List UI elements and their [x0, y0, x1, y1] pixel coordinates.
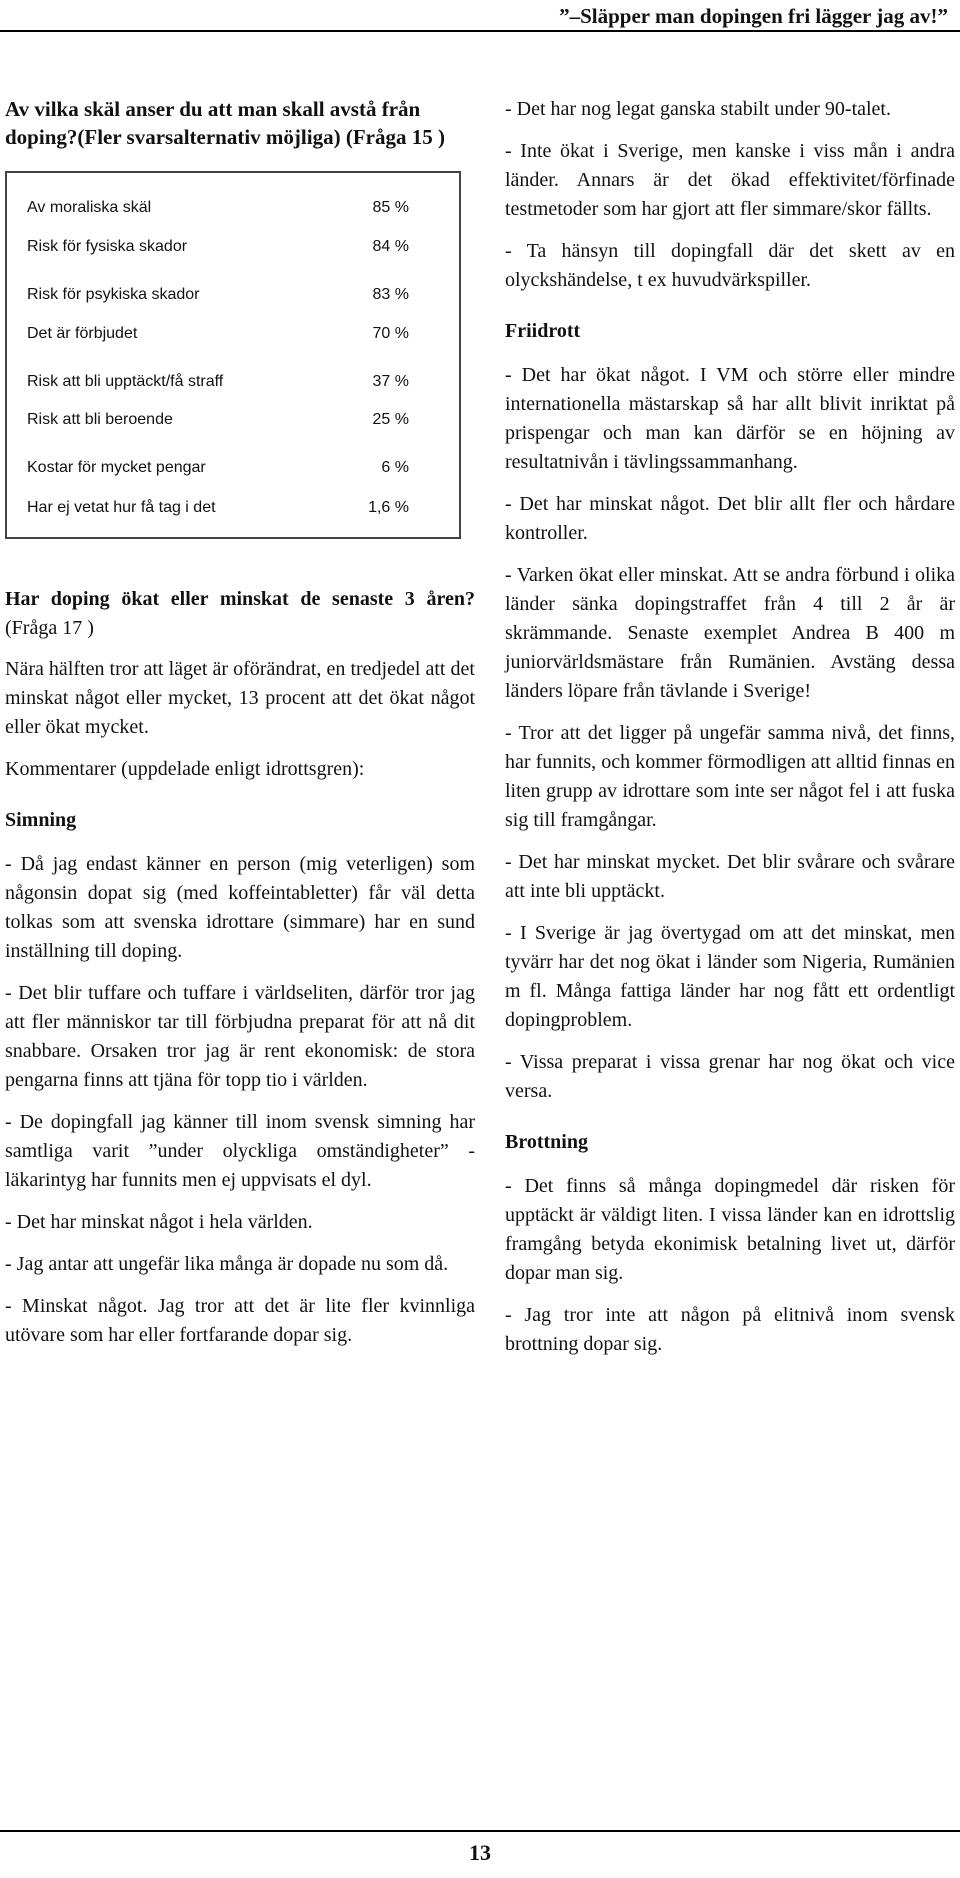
row-label: Risk att bli beroende — [27, 411, 173, 428]
row-value: 6 % — [381, 459, 409, 476]
comment: - Jag antar att ungefär lika många är dopade nu som då. — [5, 1253, 449, 1275]
comment: - Tror att det ligger på ungefär samma nivå, det finns, har funnits, och kommer förmodligen att alltid finnas en liten grupp av idrottare som inte ser något fel i att fuska sig till framgångar. — [505, 722, 955, 831]
q17-answer: Nära hälften tror att läget är oförändrat, en tredjedel att det minskat något eller mycket, 13 procent att det ökat något eller ökat mycket. — [5, 658, 475, 738]
table-row — [7, 457, 459, 479]
row-value: 1,6 % — [368, 499, 409, 516]
row-label: Har ej vetat hur få tag i det — [27, 499, 216, 516]
comment: - Inte ökat i Sverige, men kanske i viss mån i andra länder. Annars är det ökad effektivitet/förfinade testmetoder som har gjort att fler simmare/skor fällts. — [505, 140, 955, 220]
comment: - Det har minskat något. Det blir allt fler och hårdare kontroller. — [505, 493, 955, 544]
section-heading-brottning: Brottning — [505, 1131, 588, 1153]
comment: - Jag tror inte att någon på elitnivå inom svensk brottning dopar sig. — [505, 1304, 955, 1355]
comment: - Minskat något. Jag tror att det är lite fler kvinnliga utövare som har eller fortfarande dopar sig. — [5, 1295, 475, 1346]
q17-heading — [5, 585, 475, 643]
page-number: 13 — [469, 1840, 491, 1865]
table-row — [7, 409, 459, 431]
q15-results-table — [5, 171, 461, 539]
comment: - Då jag endast känner en person (mig veterligen) som någonsin dopat sig (med koffeintabletter) får väl detta tolkas som att svenska idrottare (simmare) har en sund inställning till doping. — [5, 853, 475, 962]
table-row — [7, 197, 459, 219]
row-label: Risk för psykiska skador — [27, 286, 200, 303]
section-heading-simning: Simning — [5, 809, 77, 831]
running-title: ”–Släpper man dopingen fri lägger jag av!” — [559, 4, 948, 28]
row-label: Det är förbjudet — [27, 325, 138, 342]
row-label: Kostar för mycket pengar — [27, 459, 206, 476]
row-value: 70 % — [372, 325, 409, 342]
comment: - Ta hänsyn till dopingfall där det skett av en olyckshändelse, t ex huvudvärkspiller. — [505, 240, 955, 291]
page-header — [0, 0, 960, 32]
row-value: 84 % — [372, 238, 409, 255]
q17-reference: (Fråga 17 ) — [5, 617, 94, 639]
q15-heading: Av vilka skäl anser du att man skall avstå från doping?(Fler svarsalternativ möjliga) (Fråga 15 ) — [5, 97, 445, 149]
comments-intro: Kommentarer (uppdelade enligt idrottsgren): — [5, 758, 365, 780]
row-label: Risk för fysiska skador — [27, 238, 188, 255]
comment: - Vissa preparat i vissa grenar har nog ökat och vice versa. — [505, 1051, 955, 1102]
table-row — [7, 323, 459, 345]
comment: - Det har nog legat ganska stabilt under 90-talet. — [505, 98, 891, 120]
row-value: 83 % — [372, 286, 409, 303]
table-row — [7, 371, 459, 393]
row-value: 37 % — [372, 373, 409, 390]
comment: - I Sverige är jag övertygad om att det minskat, men tyvärr har det nog ökat i länder som Nigeria, Rumänien m fl. Många fattiga länder har nog fått ett ordentligt dopingproblem. — [505, 922, 955, 1031]
table-row — [7, 236, 459, 258]
table-row — [7, 497, 459, 519]
comment: - Det har minskat mycket. Det blir svårare och svårare att inte bli upptäckt. — [505, 851, 955, 902]
comment: - Varken ökat eller minskat. Att se andra förbund i olika länder sänka dopingstraffet från 4 till 2 år är skrämmande. Senaste exemplet Andrea B 400 m juniorvärldsmästare från Rumänien. Avstäng dessa länders löpare från tävlande i Sverige! — [505, 564, 955, 702]
row-label: Risk att bli upptäckt/få straff — [27, 373, 224, 390]
comment: - Det finns så många dopingmedel där risken för upptäckt är väldigt liten. I vissa länder kan en idrottslig framgång betyda ekonimisk betalning livet ut, därför dopar man sig. — [505, 1175, 955, 1284]
comment: - De dopingfall jag känner till inom svensk simning har samtliga varit ”under olyckliga omständigheter” - läkarintyg har funnits men ej uppvisats el dyl. — [5, 1111, 475, 1191]
left-column — [5, 95, 475, 1363]
comment: - Det har minskat något i hela världen. — [5, 1211, 313, 1233]
table-row — [7, 284, 459, 306]
footer-rule — [0, 1830, 960, 1832]
comment: - Det blir tuffare och tuffare i världseliten, därför tror jag att fler människor tar till förbjudna preparat för att nå dit snabbare. Orsaken tror jag är rent ekonomisk: de stora pengarna finns att tjäna för topp tio i världen. — [5, 982, 475, 1091]
q17-question: Har doping ökat eller minskat de senaste 3 åren? — [5, 588, 475, 610]
section-heading-friidrott: Friidrott — [505, 320, 581, 342]
comment: - Det har ökat något. I VM och större eller mindre internationella mästarskap så har allt blivit inriktat på prispengar och man kan därför se en höjning av resultatnivån i tävlingssammanhang. — [505, 364, 955, 473]
row-value: 25 % — [372, 411, 409, 428]
row-label: Av moraliska skäl — [27, 199, 152, 216]
row-value: 85 % — [372, 199, 409, 216]
right-column — [505, 95, 955, 1372]
